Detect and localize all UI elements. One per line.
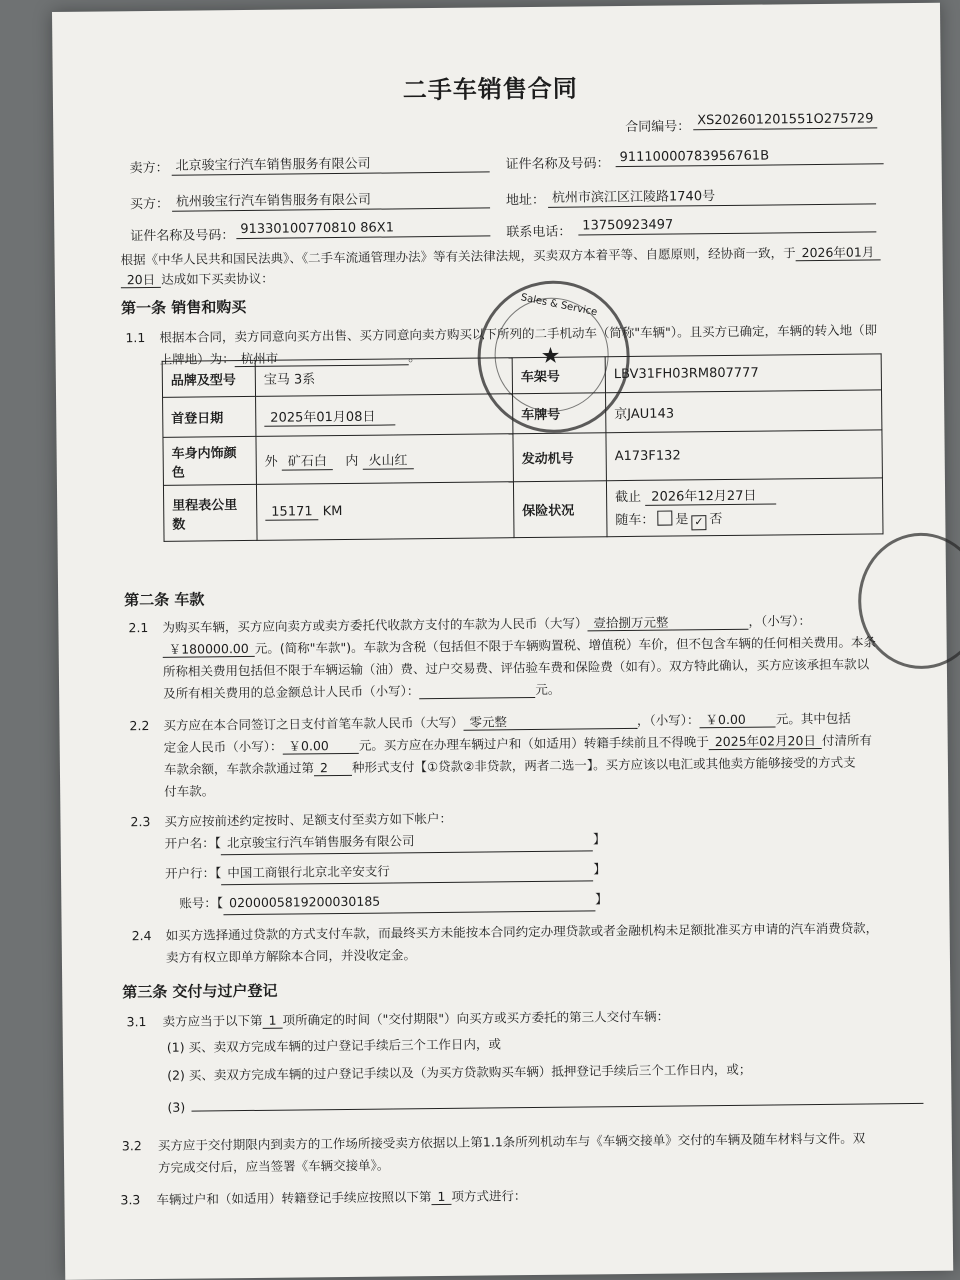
with-car-no-checkbox: ✓ bbox=[691, 515, 706, 530]
color-cell: 外 矿石白 内 火山红 bbox=[256, 434, 513, 485]
reg-date-cell bbox=[256, 394, 513, 437]
p33-num: 3.3 bbox=[120, 1192, 141, 1208]
p32-num: 3.2 bbox=[121, 1138, 142, 1154]
article1-heading: 第一条 销售和购买 bbox=[121, 297, 247, 318]
document-title: 二手车销售合同 bbox=[402, 74, 578, 105]
bank-row: 开户行：【 中国工商银行北京北辛安支行 】 bbox=[165, 858, 606, 886]
brand-value: 宝马 3系 bbox=[255, 358, 512, 397]
p24-line2: 卖方有权立即单方解除本合同，并没收定金。 bbox=[165, 947, 416, 965]
p21-line4: 及所有相关费用的总金额总计人民币（小写）： 元。 bbox=[163, 681, 561, 701]
p21-num: 2.1 bbox=[128, 620, 149, 636]
p22-line2: 定金人民币（小写）： ￥0.00 元。买方应在办理车辆过户和（如适用）转籍手续前且不得晚于 2025年02月20日 付清所有 bbox=[163, 732, 873, 755]
p22-line4: 付车款。 bbox=[164, 783, 215, 799]
mileage-label: 里程表公里数 bbox=[163, 484, 257, 541]
p31-num: 3.1 bbox=[126, 1014, 147, 1030]
seller-label: 卖方： bbox=[129, 160, 169, 177]
insurance-date: 2026年12月27日 bbox=[645, 488, 776, 505]
p24-num: 2.4 bbox=[131, 928, 152, 944]
p31-option2: (2) 买、卖双方完成车辆的过户登记手续以及（为买方贷款购买车辆）抵押登记手续后三个工作日内，或； bbox=[167, 1061, 752, 1083]
mileage-cell: 15171 KM bbox=[256, 482, 514, 541]
article3-heading: 第三条 交付与过户登记 bbox=[122, 981, 278, 1002]
bank-name: 中国工商银行北京北辛安支行 bbox=[221, 858, 593, 885]
seller-id-value: 91110000783956761B bbox=[615, 147, 883, 167]
p31-option3: (3) bbox=[167, 1089, 923, 1119]
contract-page bbox=[52, 3, 953, 1280]
p23-text: 买方应按前述约定按时、足额支付至卖方如下帐户： bbox=[164, 810, 453, 829]
plate-label: 车牌号 bbox=[513, 393, 606, 434]
account-number: 0200005819200030185 bbox=[223, 888, 595, 915]
seller-name: 北京骏宝行汽车销售服务有限公司 bbox=[172, 151, 490, 175]
engine-label: 发动机号 bbox=[513, 433, 606, 482]
intro-line2: 20日 达成如下买卖协议： bbox=[121, 268, 274, 292]
plate-value: 京JAU143 bbox=[606, 390, 882, 433]
buyer-address-value: 杭州市滨江区江陵路1740号 bbox=[548, 183, 876, 207]
interior-color: 火山红 bbox=[362, 453, 413, 470]
intro-line1: 根据《中华人民共和国民法典》、《二手车流通管理办法》等有关法律法规，买卖双方本着平等、自愿原则，经协商一致，于 2026年01月 bbox=[120, 241, 880, 271]
p21-line3: 所称相关费用包括但不限于车辆运输（油）费、过户交易费、评估验车费和保险费（如有）。双方特此确认，买方应该承担车款以 bbox=[162, 656, 870, 679]
buyer-id-label: 证件名称及号码： bbox=[130, 228, 235, 245]
article1-text2: 上牌地）为： 杭州市 。 bbox=[159, 349, 421, 367]
contract-no-label: 合同编号： bbox=[625, 119, 691, 136]
p33-line: 车辆过户和（如适用）转籍登记手续应按照以下第 1 项方式进行： bbox=[156, 1188, 527, 1207]
exterior-color: 矿石白 bbox=[282, 454, 333, 471]
with-car-yes-checkbox bbox=[657, 511, 672, 526]
buyer-phone-label: 联系电话： bbox=[506, 224, 572, 241]
article1-num: 1.1 bbox=[125, 330, 146, 346]
buyer-label: 买方： bbox=[129, 196, 170, 213]
article1-text1: 根据本合同，卖方同意向买方出售、买方同意向卖方购买以下所列的二手机动车（简称"车辆"）。且买方已确定，车辆的转入地（即 bbox=[159, 322, 878, 345]
reg-date-label: 首登日期 bbox=[163, 396, 256, 437]
brand-label: 品牌及型号 bbox=[162, 360, 255, 397]
p22-num: 2.2 bbox=[129, 718, 150, 734]
p22-line3: 车款余额，车款余款通过第 2 种形式支付【①贷款②非贷款，两者二选一】。买方应该以电汇或其他卖方能够接受的方式支 bbox=[163, 754, 856, 777]
reg-date-value: 2025年01月08日 bbox=[264, 409, 395, 426]
insurance-cell: 截止 2026年12月27日 随车： 是 ✓ 否 bbox=[606, 478, 883, 537]
seller-id-label: 证件名称及号码： bbox=[505, 156, 610, 173]
color-label: 车身内饰颜色 bbox=[163, 436, 256, 485]
article2-heading: 第二条 车款 bbox=[124, 590, 205, 610]
buyer-address-label: 地址： bbox=[505, 192, 546, 209]
mileage-value: 15171 bbox=[265, 504, 319, 521]
account-name-row: 开户名：【 北京骏宝行汽车销售服务有限公司 】 bbox=[165, 828, 606, 856]
account-no-row: 账号：【 0200005819200030185 】 bbox=[179, 888, 607, 915]
buyer-id-value: 91330100770810 86X1 bbox=[236, 219, 490, 239]
account-name: 北京骏宝行汽车销售服务有限公司 bbox=[221, 828, 593, 855]
vin-label: 车架号 bbox=[512, 357, 605, 394]
insurance-label: 保险状况 bbox=[513, 481, 607, 538]
p22-line1: 买方应在本合同签订之日支付首笔车款人民币（大写） 零元整 ，（小写）： ￥0.00 元。其中包括 bbox=[163, 710, 851, 733]
buyer-phone-value: 13750923497 bbox=[578, 215, 876, 235]
company-seal: Sales & Service ★ bbox=[477, 280, 631, 434]
contract-no-value: XS202601201551O275729 bbox=[693, 111, 877, 130]
p21-line1: 为购买车辆，买方应向卖方或卖方委托代收款方支付的车款为人民币（大写） 壹拾捌万元整 ，（小写）： bbox=[162, 613, 812, 635]
p31-line: 卖方应当于以下第 1 项所确定的时间（"交付期限"）向买方或买方委托的第三人交付车辆： bbox=[162, 1008, 670, 1029]
p32-line1: 买方应于交付期限内到卖方的工作场所接受卖方依据以上第1.1条所列机动车与《车辆交接单》交付的车辆及随车材料与文件。双 bbox=[157, 1130, 866, 1153]
buyer-name: 杭州骏宝行汽车销售服务有限公司 bbox=[172, 187, 490, 211]
p32-line2: 方完成交付后，应当签署《车辆交接单》。 bbox=[158, 1157, 390, 1175]
p23-num: 2.3 bbox=[130, 814, 151, 830]
p24-line1: 如买方选择通过贷款的方式支付车款，而最终买方未能按本合同约定办理贷款或者金融机构未足额批准买方申请的汽车消费贷款， bbox=[165, 920, 879, 943]
p21-line2: ￥180000.00 元。(简称"车款")。车款为含税（包括但不限于车辆购置税、增值税）车价，但不包含车辆的任何相关费用。本条 bbox=[163, 631, 877, 660]
seal-star-icon: ★ bbox=[540, 343, 561, 369]
vin-value: LBV31FH03RM807777 bbox=[605, 354, 881, 393]
engine-value: A173F132 bbox=[606, 430, 882, 481]
p31-option1: (1) 买、卖双方完成车辆的过户登记手续后三个工作日内，或 bbox=[166, 1036, 502, 1055]
